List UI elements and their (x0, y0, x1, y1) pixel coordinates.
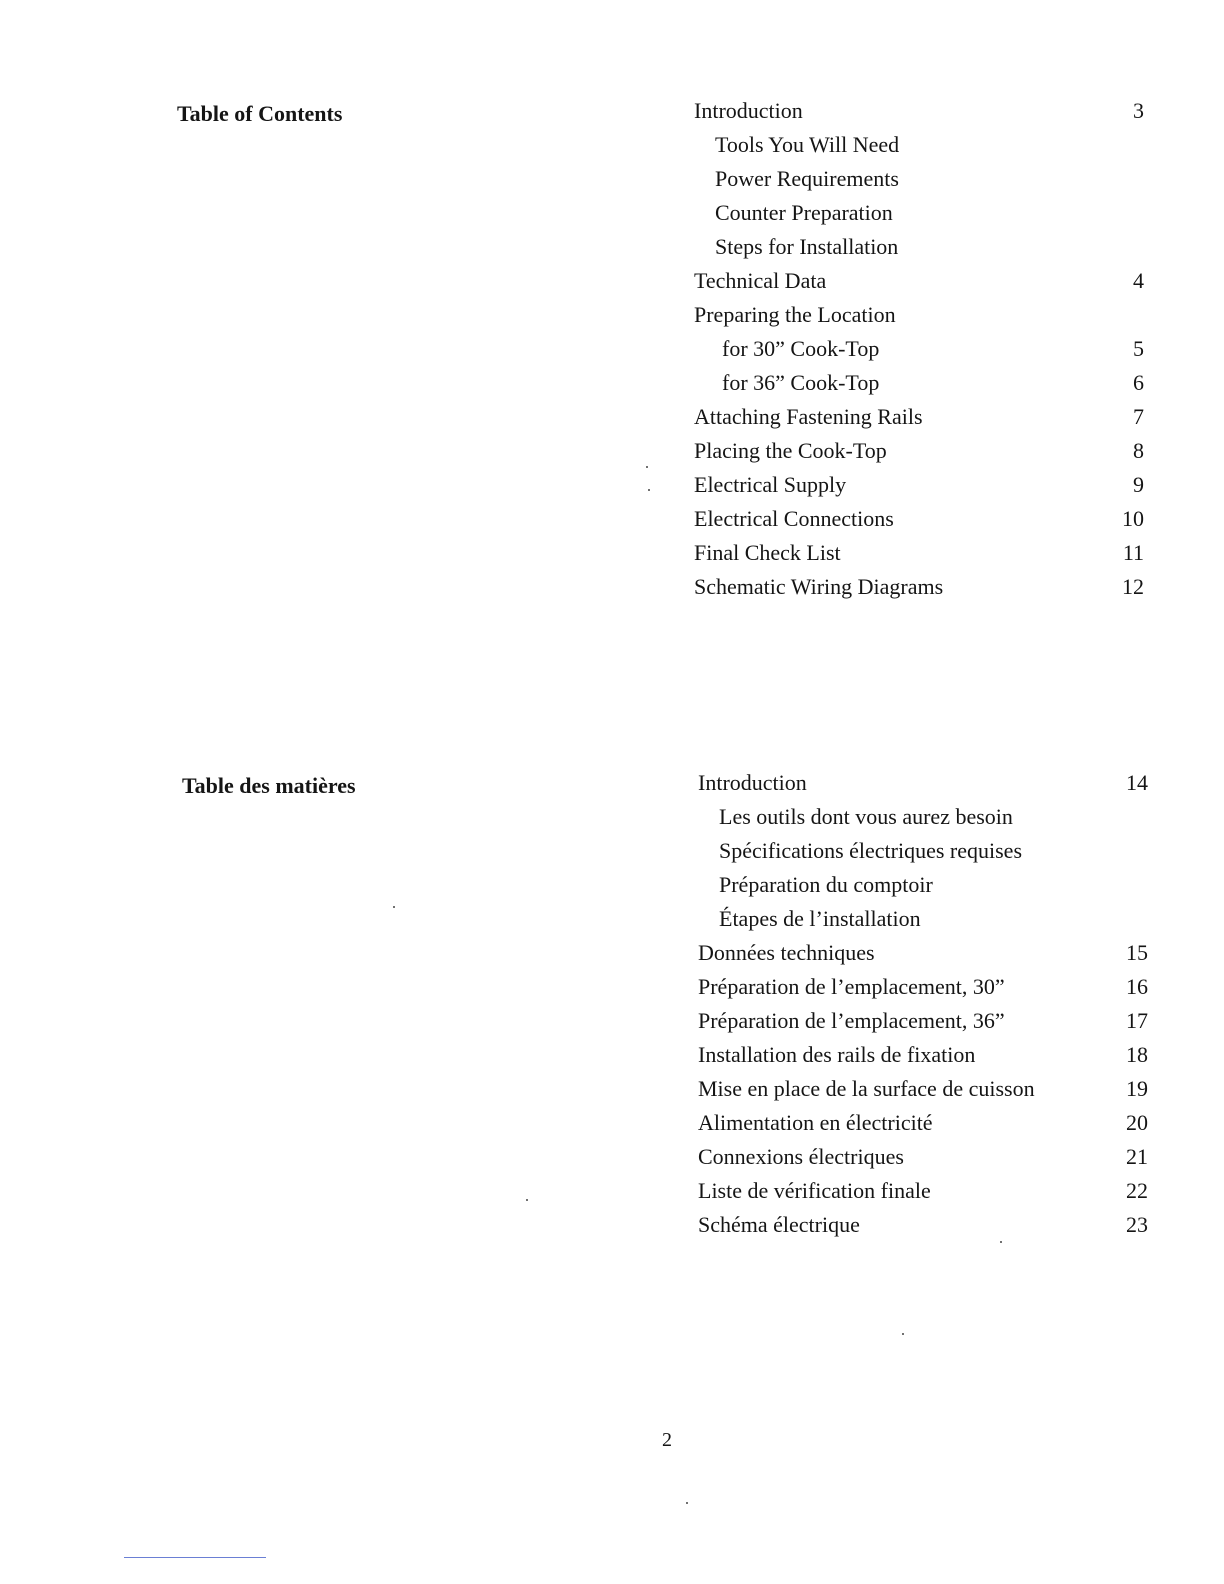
toc-entry-title: Connexions électriques (698, 1144, 904, 1169)
toc-entry-title: Préparation de l’emplacement, 30” (698, 974, 1005, 999)
toc-entry-title: Steps for Installation (715, 234, 899, 259)
toc-entry (698, 938, 1158, 972)
toc-entry-page: 17 (1126, 1008, 1148, 1033)
toc-entry-title: Final Check List (694, 540, 841, 565)
page-number: 2 (662, 1429, 672, 1451)
toc-entry-title: Mise en place de la surface de cuisson (698, 1076, 1035, 1101)
toc-entry (694, 266, 1154, 300)
scan-speck (648, 489, 650, 491)
toc-entry-page: 12 (1122, 574, 1144, 599)
toc-entry (694, 538, 1154, 572)
toc-entry-title: Attaching Fastening Rails (694, 404, 923, 429)
toc-entry-page: 22 (1126, 1178, 1148, 1203)
toc-entry (698, 870, 1158, 904)
toc-entry-page: 15 (1126, 940, 1148, 965)
toc-entry (698, 1108, 1158, 1142)
toc-entry-title: Liste de vérification finale (698, 1178, 931, 1203)
toc-entry-page: 14 (1126, 770, 1148, 795)
toc-entry-title: Introduction (698, 770, 807, 795)
toc-entry-title: Electrical Connections (694, 506, 894, 531)
toc-entry-page: 9 (1133, 472, 1144, 497)
toc-entry-page: 20 (1126, 1110, 1148, 1135)
toc-entry-page: 18 (1126, 1042, 1148, 1067)
toc-entry (694, 470, 1154, 504)
toc-entry (694, 368, 1154, 402)
footer-rule (124, 1557, 266, 1558)
toc-entry-page: 16 (1126, 974, 1148, 999)
toc-entry-title: Étapes de l’installation (719, 906, 921, 931)
scan-speck (646, 466, 648, 468)
toc-entry-title: Les outils dont vous aurez besoin (719, 804, 1013, 829)
toc-entry (698, 1006, 1158, 1040)
toc-entry-title: Power Requirements (715, 166, 899, 191)
toc-entry-page: 19 (1126, 1076, 1148, 1101)
toc-list-english (694, 96, 1154, 606)
toc-entry (694, 334, 1154, 368)
toc-entry (694, 402, 1154, 436)
toc-entry-title: Alimentation en électricité (698, 1110, 933, 1135)
toc-entry-title: Installation des rails de fixation (698, 1042, 976, 1067)
toc-entry-title: Préparation de l’emplacement, 36” (698, 1008, 1005, 1033)
toc-entry (698, 836, 1158, 870)
scan-speck (526, 1199, 528, 1201)
scan-speck (902, 1333, 904, 1335)
toc-entry-title: Schematic Wiring Diagrams (694, 574, 944, 599)
toc-entry (698, 972, 1158, 1006)
toc-entry-title: Données techniques (698, 940, 875, 965)
toc-entry (698, 768, 1158, 802)
toc-entry (694, 504, 1154, 538)
toc-entry (694, 300, 1154, 334)
toc-entry-title: Preparing the Location (694, 302, 896, 327)
toc-entry-title: Préparation du comptoir (719, 872, 933, 897)
toc-entry-title: Schéma électrique (698, 1212, 860, 1237)
toc-entry (698, 1176, 1158, 1210)
toc-heading-french: Table des matières (182, 773, 356, 798)
toc-entry-page: 8 (1133, 438, 1144, 463)
toc-entry-page: 5 (1133, 336, 1144, 361)
toc-entry (694, 198, 1154, 232)
toc-entry (694, 572, 1154, 606)
toc-entry-page: 10 (1122, 506, 1144, 531)
scan-speck (393, 906, 395, 908)
toc-entry-page: 7 (1133, 404, 1144, 429)
toc-entry (698, 1040, 1158, 1074)
toc-entry (694, 130, 1154, 164)
toc-entry (698, 904, 1158, 938)
toc-entry-title: Electrical Supply (694, 472, 847, 497)
toc-entry (698, 1210, 1158, 1244)
scan-speck (686, 1502, 688, 1504)
toc-entry (698, 1074, 1158, 1108)
toc-entry-page: 21 (1126, 1144, 1148, 1169)
toc-list-french (698, 768, 1158, 1244)
toc-entry-page: 23 (1126, 1212, 1148, 1237)
toc-entry-title: Tools You Will Need (715, 132, 900, 157)
toc-entry-page: 11 (1122, 540, 1144, 565)
toc-entry (694, 164, 1154, 198)
toc-entry (694, 232, 1154, 266)
toc-entry (698, 802, 1158, 836)
toc-entry-title: for 36” Cook-Top (722, 370, 880, 395)
toc-entry (698, 1142, 1158, 1176)
toc-entry-page: 4 (1133, 268, 1144, 293)
toc-entry-page: 6 (1133, 370, 1144, 395)
toc-entry-page: 3 (1133, 98, 1144, 123)
toc-entry-title: Technical Data (694, 268, 827, 293)
toc-entry-title: Placing the Cook-Top (694, 438, 887, 463)
scan-speck (1000, 1241, 1002, 1243)
toc-entry-title: Counter Preparation (715, 200, 893, 225)
toc-entry-title: for 30” Cook-Top (722, 336, 880, 361)
toc-entry (694, 96, 1154, 130)
toc-entry-title: Introduction (694, 98, 803, 123)
toc-heading-english: Table of Contents (177, 101, 343, 126)
toc-entry-title: Spécifications électriques requises (719, 838, 1023, 863)
toc-entry (694, 436, 1154, 470)
